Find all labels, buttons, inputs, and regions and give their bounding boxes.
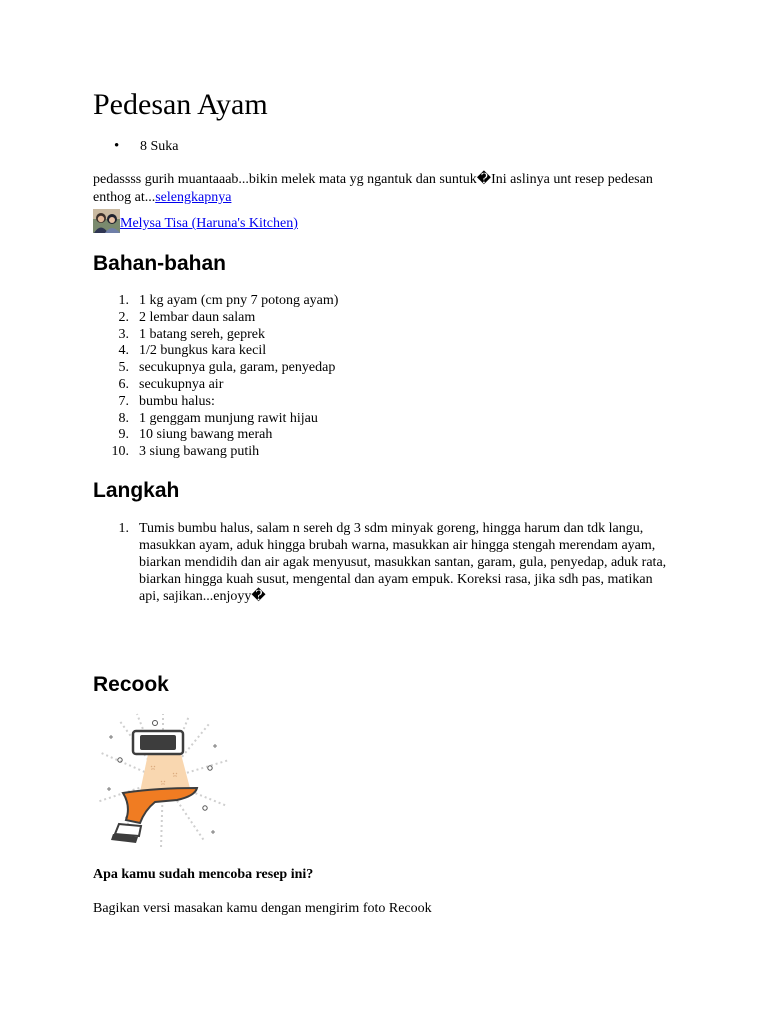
- recook-heading: Recook: [93, 673, 169, 696]
- read-more-link[interactable]: selengkapnya: [155, 190, 232, 205]
- ingredient-text: 1/2 bungkus kara kecil: [139, 343, 267, 359]
- ingredient-number: 1.: [118, 293, 129, 308]
- step-number: 1.: [118, 521, 129, 536]
- ingredient-text: secukupnya gula, garam, penyedap: [139, 360, 336, 376]
- ingredient-item: [93, 343, 338, 360]
- ingredient-text: 2 lembar daun salam: [139, 309, 256, 325]
- author-avatar[interactable]: [93, 209, 120, 233]
- ingredient-item: [93, 377, 338, 394]
- ingredient-number: 5.: [118, 360, 129, 376]
- ingredients-list: [93, 293, 338, 461]
- recipe-title: Pedesan Ayam: [93, 88, 268, 121]
- ingredients-heading: Bahan-bahan: [93, 252, 227, 275]
- step-text: Tumis bumbu halus, salam n sereh dg 3 sdm minyak goreng, hingga harum dan tdk langu, masukkan ayam, aduk hingga brubah warna, masukkan air hingga stengah merendam ayam, biarkan mendidih dan air agak menyusut, masukkan santan, garam, gula, penyedap, aduk rata, biarkan hingga kuah susut, mengental dan ayam empuk. Koreksi rasa, jika sdh pas, matikan api, sajikan...enjoyy�: [139, 521, 667, 604]
- ingredient-item: [93, 411, 338, 428]
- ingredient-number: 4.: [118, 343, 129, 359]
- step-item: [93, 520, 673, 605]
- ingredient-text: 10 siung bawang merah: [139, 427, 273, 443]
- ingredient-text: 1 batang sereh, geprek: [139, 326, 265, 342]
- ingredient-item: [93, 327, 338, 344]
- author-link[interactable]: Melysa Tisa (Haruna's Kitchen): [120, 216, 298, 231]
- author-row: [93, 207, 298, 233]
- recook-illustration: [93, 710, 233, 850]
- likes-count: • 8 Suka: [93, 138, 179, 156]
- recook-question: Apa kamu sudah mencoba resep ini?: [93, 867, 314, 882]
- ingredient-number: 2.: [118, 309, 129, 325]
- ingredient-number: 10.: [111, 444, 129, 460]
- ingredient-item: [93, 293, 338, 310]
- ingredient-text: 1 genggam munjung rawit hijau: [139, 410, 318, 426]
- ingredient-item: [93, 310, 338, 327]
- ingredient-item: [93, 394, 338, 411]
- ingredient-item: [93, 360, 338, 377]
- ingredient-item: [93, 444, 338, 461]
- ingredient-text: 1 kg ayam (cm pny 7 potong ayam): [139, 293, 339, 308]
- likes-list: [93, 138, 179, 156]
- ingredient-text: 3 siung bawang putih: [139, 444, 260, 460]
- ingredient-number: 6.: [118, 376, 129, 392]
- ingredient-text: secukupnya air: [139, 376, 224, 392]
- ingredient-number: 8.: [118, 410, 129, 426]
- ingredient-number: 3.: [118, 326, 129, 342]
- ingredient-number: 9.: [118, 427, 129, 443]
- ingredient-number: 7.: [118, 393, 129, 409]
- steps-list: [93, 520, 673, 605]
- ingredient-text: bumbu halus:: [139, 393, 215, 409]
- recook-share-text: Bagikan versi masakan kamu dengan mengirim foto Recook: [93, 901, 432, 916]
- ingredient-item: [93, 427, 338, 444]
- steps-heading: Langkah: [93, 479, 180, 502]
- recipe-description: [93, 171, 683, 207]
- description-text: pedassss gurih muantaaab...bikin melek mata yg ngantuk dan suntuk�Ini aslinya unt resep pedesan enthog at...: [93, 172, 653, 205]
